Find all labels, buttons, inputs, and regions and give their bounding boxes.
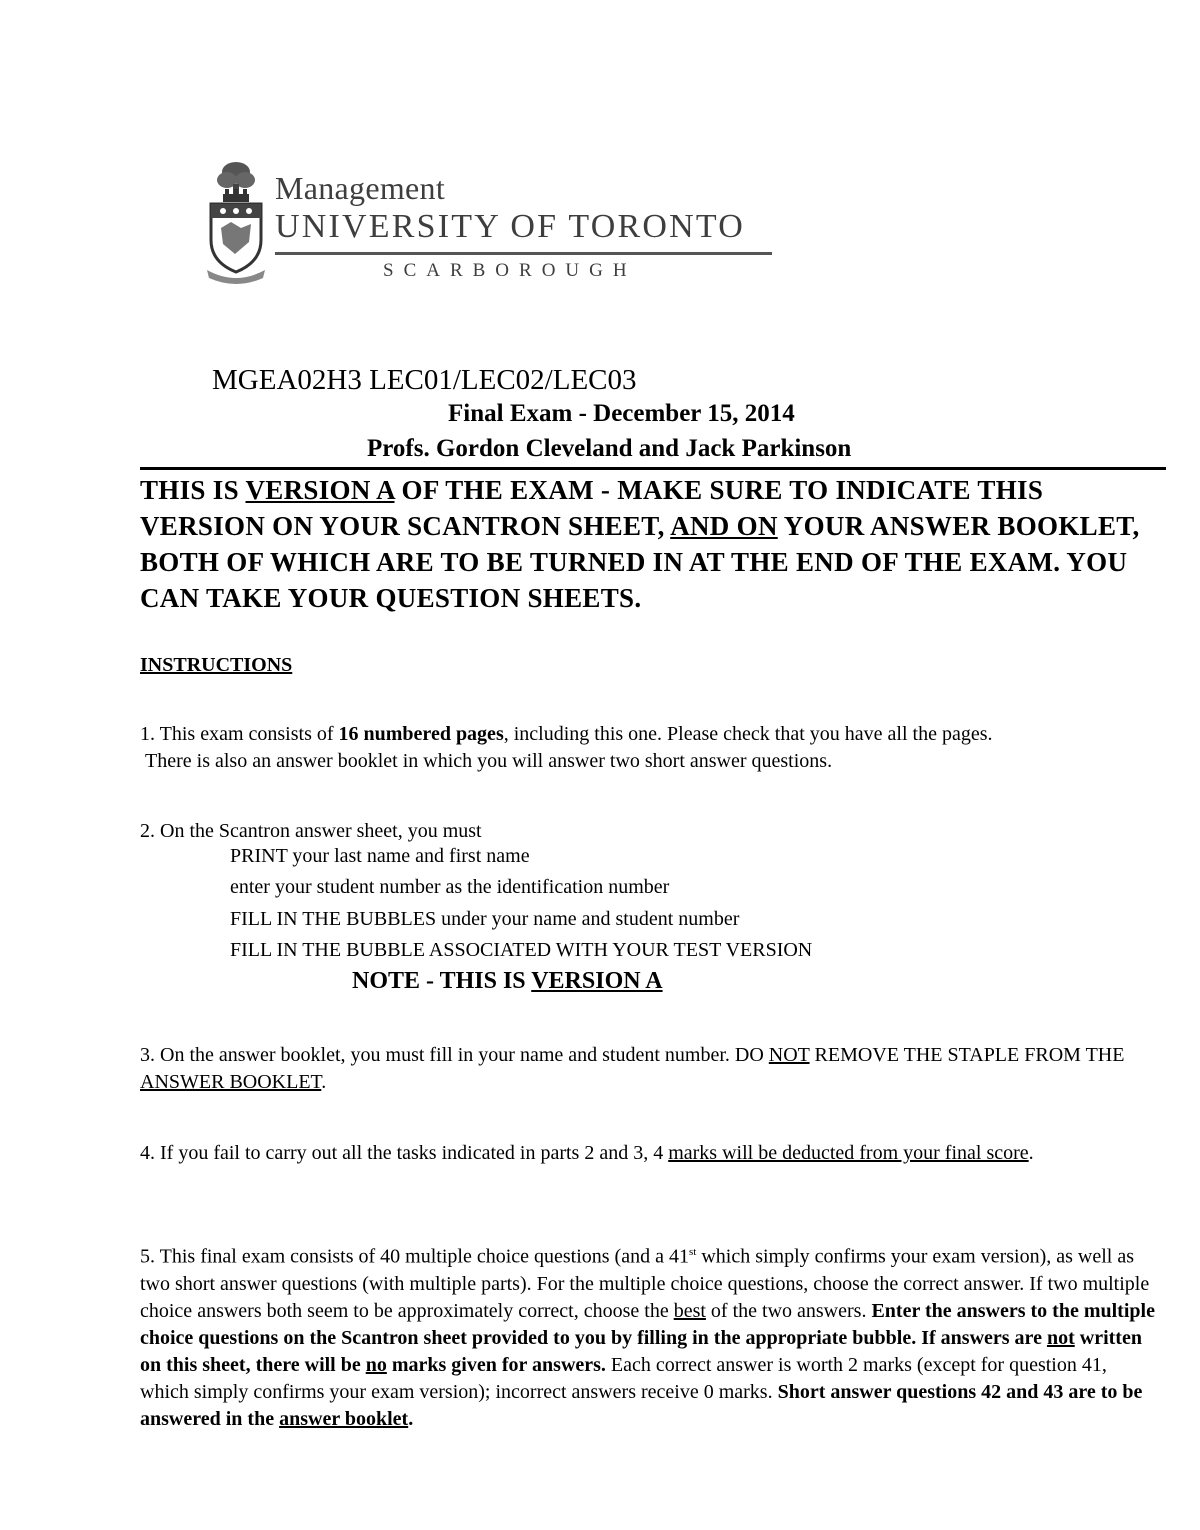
instruction-emphasis: NOT <box>768 1044 810 1066</box>
instruction-bold: marks given for answers. <box>386 1353 606 1376</box>
version-note-text: NOTE - THIS IS <box>352 968 532 994</box>
instruction-bold: Short answer questions 42 and 43 are to be answered in the <box>140 1380 1143 1430</box>
instruction-bold: . <box>408 1407 414 1430</box>
version-notice-version: VERSION A <box>245 475 395 505</box>
instruction-text: which simply confirms your exam version), as well as two short answer questions (with multiple parts). For the multiple choice questions, choose the correct answer. If two multiple choice answers both seem to be approximately correct, choose the <box>140 1245 1150 1322</box>
logo-divider <box>275 252 772 255</box>
header-divider <box>140 467 1166 470</box>
instruction-text: Each correct answer is worth 2 marks (except for question 41, which simply confirms your exam version); incorrect answers receive 0 marks. <box>140 1353 1107 1403</box>
instruction-text: 3. On the answer booklet, you must fill in your name and student number. DO <box>140 1044 769 1066</box>
version-notice-and-on: AND ON <box>670 511 778 541</box>
version-notice-text: THIS IS <box>140 475 246 505</box>
instruction-text: . <box>321 1071 327 1093</box>
instruction-bold-emphasis: not <box>1046 1326 1075 1349</box>
instructions-heading: INSTRUCTIONS <box>140 654 293 676</box>
instruction-emphasis: ANSWER BOOKLET <box>140 1071 322 1093</box>
version-note <box>352 968 663 995</box>
instruction-text: There is also an answer booklet in which you will answer two short answer questions. <box>145 750 833 772</box>
instruction-text: 5. This final exam consists of 40 multiple choice questions (and a 41 <box>140 1245 689 1268</box>
instruction-text: . <box>1028 1142 1034 1164</box>
instruction-bold: written on this sheet, there will be <box>140 1326 1142 1376</box>
instruction-item-5 <box>140 1239 1160 1433</box>
course-code: MGEA02H3 LEC01/LEC02/LEC03 <box>212 364 637 396</box>
instruction-step: FILL IN THE BUBBLES under your name and student number <box>230 908 740 930</box>
instruction-bold: Enter the answers to the multiple choice questions on the Scantron sheet provided to you by filling in the appropriate bubble. If answers are <box>140 1299 1155 1349</box>
instruction-text: , including this one. Please check that you have all the pages. <box>503 723 993 745</box>
instruction-emphasis: marks will be deducted from your final score <box>668 1142 1029 1164</box>
instruction-step: FILL IN THE BUBBLE ASSOCIATED WITH YOUR TEST VERSION <box>230 939 813 961</box>
version-note-version: VERSION A <box>531 968 663 994</box>
instruction-superscript: st <box>688 1246 697 1258</box>
version-notice-text: OF THE EXAM - MAKE SURE TO INDICATE THIS VERSION ON YOUR SCANTRON SHEET, <box>140 475 1044 541</box>
exam-date: Final Exam - December 15, 2014 <box>448 400 795 427</box>
instruction-text: 4. If you fail to carry out all the tasks indicated in parts 2 and 3, 4 <box>140 1142 669 1164</box>
logo-university-text: UNIVERSITY OF TORONTO <box>275 208 745 245</box>
instruction-step: PRINT your last name and first name <box>230 845 530 867</box>
instruction-text: REMOVE THE STAPLE FROM THE <box>809 1044 1125 1066</box>
instruction-step: enter your student number as the identification number <box>230 876 670 898</box>
instruction-item-3 <box>140 1042 1160 1096</box>
instruction-text: 1. This exam consists of <box>140 723 339 745</box>
instruction-bold-emphasis: answer booklet <box>279 1407 409 1430</box>
university-crest-icon <box>205 158 267 284</box>
logo-management-text: Management <box>275 170 446 206</box>
professors: Profs. Gordon Cleveland and Jack Parkinson <box>367 435 852 462</box>
instruction-text: of the two answers. <box>705 1299 872 1322</box>
instruction-item-2-intro: 2. On the Scantron answer sheet, you must <box>140 820 482 842</box>
instruction-item-1 <box>140 721 1160 775</box>
instruction-emphasis: best <box>673 1299 706 1322</box>
instruction-bold: 16 numbered pages <box>338 723 504 745</box>
version-notice <box>140 472 1166 616</box>
instruction-bold-emphasis: no <box>365 1353 387 1376</box>
instruction-item-4 <box>140 1140 1160 1167</box>
version-notice-text: YOUR ANSWER BOOKLET, BOTH OF WHICH ARE TO BE TURNED IN AT THE END OF THE EXAM. YOU CAN TAKE YOUR QUESTION SHEETS. <box>140 511 1140 613</box>
logo-campus-text: SCARBOROUGH <box>383 260 637 281</box>
university-logo <box>205 158 785 288</box>
